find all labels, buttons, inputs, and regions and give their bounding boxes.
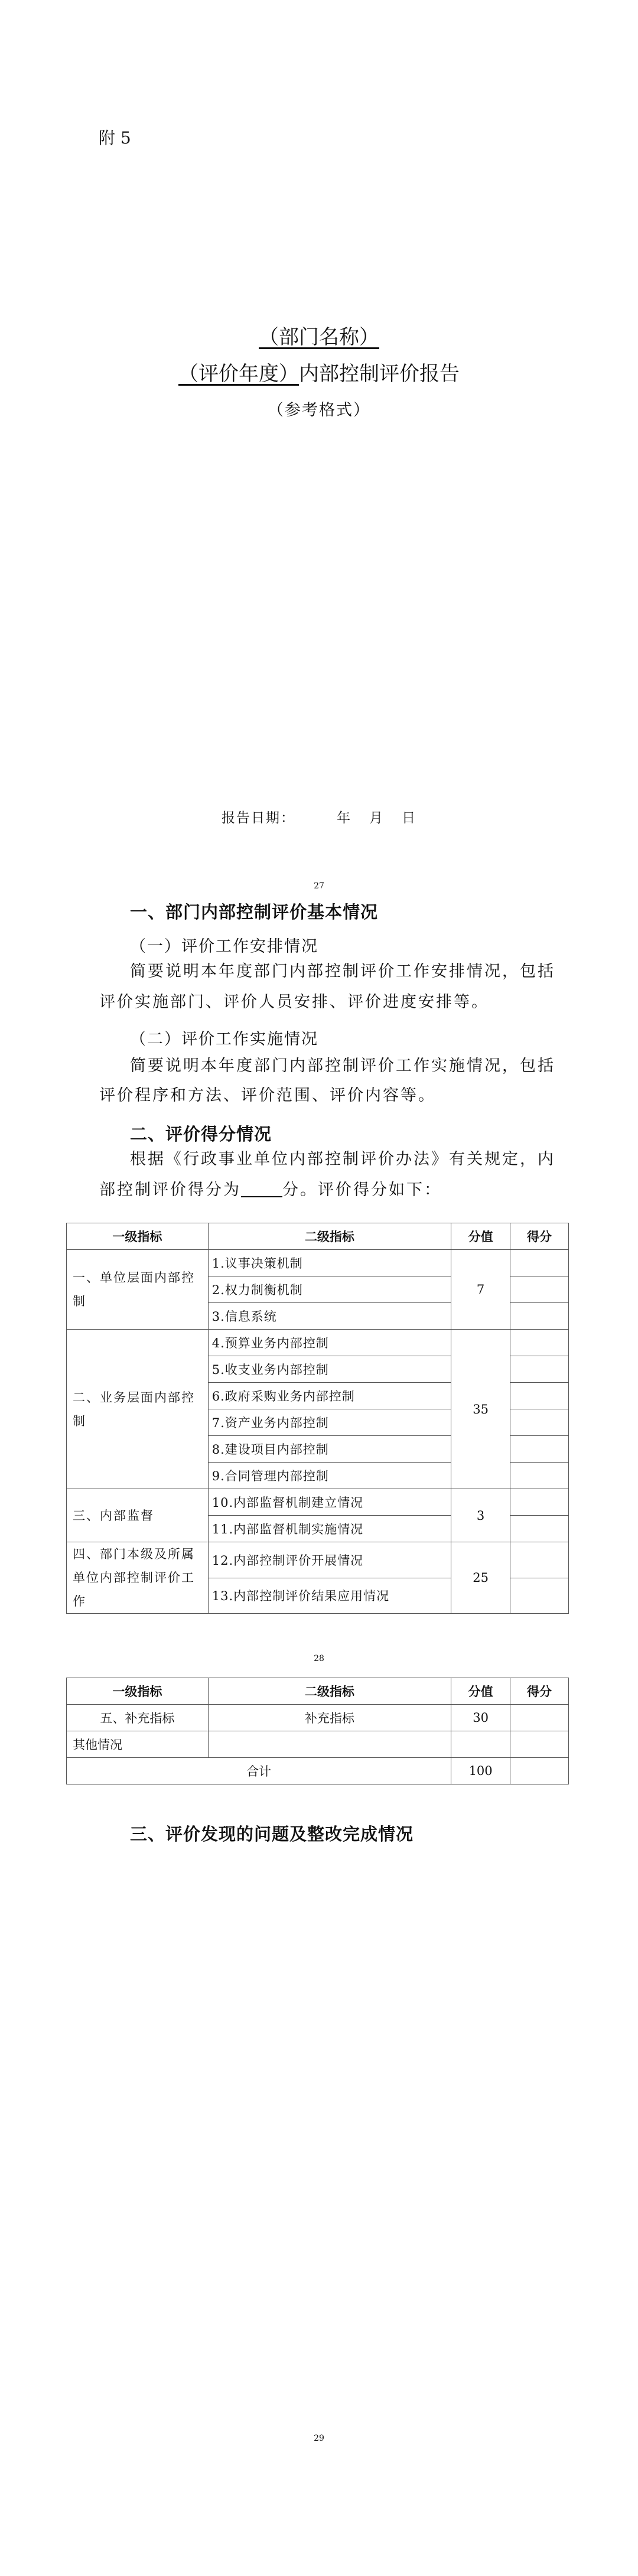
page-number-27: 27 [314, 881, 324, 891]
eval-year-placeholder: （评价年度） [178, 362, 299, 386]
header-level1: 一级指标 [67, 1223, 209, 1250]
page-number-29: 29 [314, 2434, 324, 2443]
level1-business-control: 二、业务层面内部控制 [67, 1330, 209, 1489]
score-cell [510, 1578, 569, 1614]
section-3-heading: 三、评价发现的问题及整改完成情况 [130, 1824, 414, 1844]
section-2-para-line2-pre: 部控制评价得分为 [99, 1181, 241, 1199]
other-situation-label: 其他情况 [67, 1731, 209, 1758]
table-total-row [67, 1758, 569, 1784]
report-title [0, 357, 638, 386]
section-2-para-line1: 根据《行政事业单位内部控制评价办法》有关规定，内 [130, 1150, 555, 1168]
score-cell [510, 1463, 569, 1489]
table-row [67, 1731, 569, 1758]
dept-name-placeholder: （部门名称） [259, 325, 379, 349]
score-cell [510, 1542, 569, 1578]
level2-item: 2.权力制衡机制 [208, 1276, 451, 1303]
table-row [67, 1705, 569, 1731]
table-header-row [67, 1678, 569, 1705]
section-1-sub2-para-line1: 简要说明本年度部门内部控制评价工作实施情况，包括 [130, 1057, 555, 1075]
table-row [67, 1489, 569, 1516]
header-score-value: 分值 [451, 1223, 510, 1250]
value-cell: 25 [451, 1542, 510, 1614]
other-situation-cell [208, 1731, 451, 1758]
header-level1: 一级指标 [67, 1678, 209, 1705]
score-table-2 [66, 1678, 569, 1784]
value-cell: 3 [451, 1489, 510, 1542]
level1-dept-evaluation: 四、部门本级及所属单位内部控制评价工作 [67, 1542, 209, 1614]
score-cell [510, 1705, 569, 1731]
attachment-label: 附 5 [99, 128, 131, 148]
level1-unit-control: 一、单位层面内部控制 [67, 1250, 209, 1330]
level2-item: 13.内部控制评价结果应用情况 [208, 1578, 451, 1614]
dept-name-title [0, 321, 638, 350]
level1-supplementary: 五、补充指标 [67, 1705, 209, 1731]
header-score: 得分 [510, 1223, 569, 1250]
section-2-para-line2-post: 分。评价得分如下： [282, 1181, 442, 1199]
score-blank [241, 1182, 282, 1197]
level2-item: 12.内部控制评价开展情况 [208, 1542, 451, 1578]
level2-item: 8.建设项目内部控制 [208, 1436, 451, 1463]
score-cell [510, 1303, 569, 1330]
level2-item: 4.预算业务内部控制 [208, 1330, 451, 1356]
score-cell [510, 1409, 569, 1436]
section-2-heading: 二、评价得分情况 [130, 1124, 272, 1144]
score-cell [510, 1250, 569, 1276]
level2-item: 7.资产业务内部控制 [208, 1409, 451, 1436]
level2-item: 10.内部监督机制建立情况 [208, 1489, 451, 1516]
total-value: 100 [451, 1758, 510, 1784]
header-level2: 二级指标 [208, 1223, 451, 1250]
date-year: 年 [337, 810, 351, 826]
table-header-row [67, 1223, 569, 1250]
table-row [67, 1250, 569, 1276]
level2-supplementary: 补充指标 [208, 1705, 451, 1731]
score-cell [510, 1356, 569, 1383]
level2-item: 5.收支业务内部控制 [208, 1356, 451, 1383]
score-cell [510, 1516, 569, 1542]
score-cell [510, 1276, 569, 1303]
total-label: 合计 [67, 1758, 451, 1784]
section-1-sub1-heading: （一）评价工作安排情况 [130, 937, 318, 956]
table-row [67, 1542, 569, 1578]
page-number-28: 28 [314, 1654, 324, 1663]
level2-item: 11.内部监督机制实施情况 [208, 1516, 451, 1542]
value-cell [451, 1731, 510, 1758]
table-row [67, 1330, 569, 1356]
report-date [0, 807, 638, 826]
level2-item: 1.议事决策机制 [208, 1250, 451, 1276]
section-1-sub1-para-line2: 评价实施部门、评价人员安排、评价进度安排等。 [99, 993, 489, 1011]
score-cell [510, 1489, 569, 1516]
report-date-label: 报告日期： [222, 810, 295, 826]
report-title-text: 内部控制评价报告 [299, 362, 460, 386]
score-table-1 [66, 1223, 569, 1614]
score-cell [510, 1731, 569, 1758]
section-1-sub1-para-line1: 简要说明本年度部门内部控制评价工作安排情况，包括 [130, 962, 555, 981]
format-note: （参考格式） [268, 401, 370, 419]
section-1-heading: 一、部门内部控制评价基本情况 [130, 902, 379, 922]
section-2-para-line2 [99, 1175, 442, 1205]
score-cell [510, 1330, 569, 1356]
section-1-sub2-para-line2: 评价程序和方法、评价范围、评价内容等。 [99, 1086, 436, 1105]
level2-item: 6.政府采购业务内部控制 [208, 1383, 451, 1409]
value-cell: 30 [451, 1705, 510, 1731]
header-score: 得分 [510, 1678, 569, 1705]
level2-item: 9.合同管理内部控制 [208, 1463, 451, 1489]
level1-internal-supervision: 三、内部监督 [67, 1489, 209, 1542]
date-day: 日 [402, 810, 416, 826]
header-level2: 二级指标 [208, 1678, 451, 1705]
header-score-value: 分值 [451, 1678, 510, 1705]
section-1-sub2-heading: （二）评价工作实施情况 [130, 1030, 318, 1048]
score-cell [510, 1383, 569, 1409]
date-month: 月 [369, 810, 384, 826]
total-score-cell [510, 1758, 569, 1784]
value-cell: 35 [451, 1330, 510, 1489]
level2-item: 3.信息系统 [208, 1303, 451, 1330]
score-cell [510, 1436, 569, 1463]
value-cell: 7 [451, 1250, 510, 1330]
